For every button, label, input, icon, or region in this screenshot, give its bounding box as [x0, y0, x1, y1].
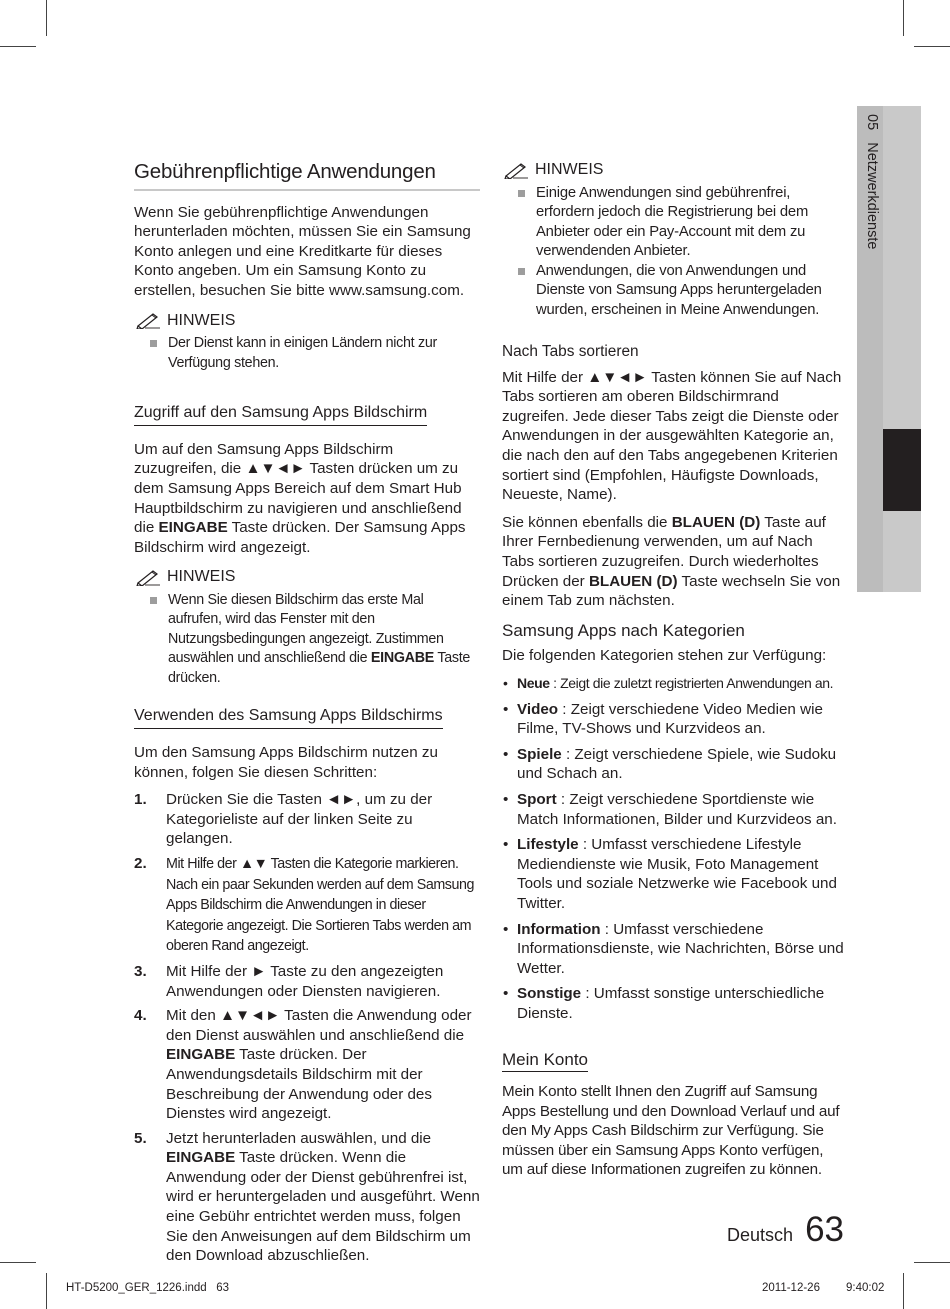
- category-desc: : Zeigt die zuletzt registrierten Anwendungen an.: [549, 675, 834, 691]
- steps-list: [134, 790, 480, 1266]
- note-list: [134, 334, 480, 373]
- bullet-icon: •: [503, 790, 509, 808]
- note-heading: [136, 311, 480, 331]
- step-text: Mit den ▲▼◄► Tasten die Anwendung oder den Dienst auswählen und anschließend die: [166, 1007, 472, 1044]
- subheading-usage: Verwenden des Samsung Apps Bildschirms: [134, 706, 443, 729]
- step-number: 3.: [134, 962, 147, 980]
- bullet-icon: •: [503, 836, 509, 854]
- crop-mark: [0, 1262, 36, 1263]
- step-number: 1.: [134, 791, 147, 809]
- category-desc: : Umfasst verschiedene Informationsdienste, wie Nachrichten, Börse und Wetter.: [517, 920, 844, 977]
- category-item: [502, 835, 847, 913]
- step-number: 5.: [134, 1129, 147, 1147]
- category-name: Sonstige: [517, 985, 582, 1003]
- bold-key: BLAUEN (D): [588, 572, 678, 590]
- section-name: Netzwerkdienste: [864, 142, 880, 250]
- note-item: [502, 262, 847, 321]
- crop-mark: [914, 1262, 950, 1263]
- slug-time: 9:40:02: [846, 1282, 885, 1294]
- step-text: Jetzt herunterladen auswählen, und die: [166, 1129, 432, 1147]
- categories-heading: Samsung Apps nach Kategorien: [502, 620, 745, 640]
- chapter-number: 05: [864, 114, 880, 131]
- categories-list: [502, 674, 847, 1024]
- note-item: [134, 334, 480, 373]
- square-bullet-icon: [518, 190, 525, 197]
- note-text: Einige Anwendungen sind gebührenfrei, erfordern jedoch die Registrierung bei dem Anbieter oder ein Pay-Account mit dem zu verwendenden Anbieter.: [536, 184, 809, 260]
- category-name: Lifestyle: [517, 836, 579, 854]
- intro-paragraph: Wenn Sie gebührenpflichtige Anwendungen herunterladen möchten, müssen Sie ein Samsung Konto anlegen und eine Kreditkarte für dieses Konto angeben. Um ein Samsung Konto zu erstellen, besuchen Sie bitte www.samsung.com.: [134, 203, 471, 299]
- step-text: Taste drücken. Der Anwendungsdetails Bildschirm mit der Beschreibung der Anwendung oder des Dienstes wird angezeigt.: [166, 1046, 432, 1123]
- note-item: [502, 184, 847, 262]
- page-number: 63: [805, 1210, 844, 1249]
- crop-mark: [914, 46, 950, 47]
- step-text: Taste drücken. Wenn die Anwendung oder der Dienst gebührenfrei ist, wird er heruntergeladen und ausgeführt. Wenn eine Gebühr entrichtet werden muss, folgen Sie den Anweisungen auf dem Bildschirm um den Download abzuschließen.: [166, 1149, 480, 1265]
- konto-paragraph: Mein Konto stellt Ihnen den Zugriff auf Samsung Apps Bestellung und den Download Verlauf und auf den My Apps Cash Bildschirm zur Verfügung. Sie müssen über ein Samsung Apps Konto verfügen, um auf diese Informationen zugreifen zu können.: [502, 1083, 840, 1179]
- tabs-paragraph-2: [502, 513, 847, 611]
- step-item: [134, 790, 480, 849]
- crop-mark: [46, 0, 47, 36]
- bold-key: EINGABE: [158, 519, 228, 537]
- text: Taste auf Ihrer Fernbedienung verwenden, um auf Nach Tabs sortieren zuzugreifen. Durch wiederholtes Drücken der: [502, 513, 826, 590]
- note-text: Der Dienst kann in einigen Ländern nicht zur Verfügung stehen.: [168, 335, 437, 371]
- right-column: [502, 158, 847, 1188]
- category-item: [502, 674, 847, 694]
- bold-key: BLAUEN (D): [671, 513, 761, 531]
- note-label: HINWEIS: [535, 161, 604, 178]
- bullet-icon: •: [503, 700, 509, 718]
- text: Taste wechseln Sie von einem Tab zum nächsten.: [502, 572, 841, 610]
- categories-intro: Die folgenden Kategorien stehen zur Verfügung:: [502, 647, 827, 665]
- note-text: Anwendungen, die von Anwendungen und Dienste von Samsung Apps heruntergeladen wurden, erscheinen in Meine Anwendungen.: [536, 262, 822, 318]
- note-list: [134, 591, 480, 689]
- category-item: [502, 745, 847, 784]
- note-label: HINWEIS: [167, 568, 236, 586]
- step-text: Mit Hilfe der ► Taste zu den angezeigten Anwendungen oder Diensten navigieren.: [166, 962, 444, 1000]
- crop-mark: [903, 0, 904, 36]
- konto-heading: Mein Konto: [502, 1050, 588, 1073]
- bullet-icon: •: [503, 745, 509, 763]
- bold-key: EINGABE: [166, 1149, 236, 1167]
- category-desc: : Zeigt verschiedene Video Medien wie Filme, TV-Shows und Kurzvideos an.: [517, 700, 823, 738]
- text: Taste drücken. Der Samsung Apps Bildschirm wird angezeigt.: [134, 519, 466, 556]
- sidebar-label: [857, 114, 883, 414]
- chapter-sidebar: [857, 106, 921, 592]
- pencil-note-icon: [136, 568, 162, 586]
- category-name: Video: [517, 700, 559, 718]
- sidebar-marker: [883, 429, 921, 511]
- step-item: [134, 1129, 480, 1266]
- step-item: [134, 854, 480, 957]
- crop-mark: [0, 46, 36, 47]
- note-text: Taste drücken.: [168, 650, 471, 686]
- category-item: [502, 920, 847, 979]
- language-label: Deutsch: [727, 1225, 794, 1245]
- category-item: [502, 700, 847, 739]
- tabs-paragraph: Mit Hilfe der ▲▼◄► Tasten können Sie auf Nach Tabs sortieren am oberen Bildschirmrand zugreifen. Jede dieser Tabs zeigt die Dienste oder Anwendungen in der ausgewählten Kategorie an, die nach den auf den Tabs angegebenen Kriterien sortiert sind (Empfohlen, Häufigste Downloads, Neueste, Name).: [502, 368, 842, 504]
- pencil-note-icon: [136, 311, 162, 329]
- step-item: [134, 1006, 480, 1124]
- bullet-icon: •: [503, 920, 509, 938]
- category-name: Sport: [517, 790, 557, 808]
- text: Sie können ebenfalls die: [502, 513, 672, 531]
- category-desc: : Zeigt verschiedene Sportdienste wie Match Informationen, Bilder und Kurzvideos an.: [517, 790, 837, 828]
- note-heading: [136, 567, 480, 587]
- step-item: [134, 962, 480, 1001]
- category-desc: : Umfasst verschiedene Lifestyle Mediendienste wie Musik, Foto Management Tools und soziale Netzwerke wie Facebook und Twitter.: [517, 836, 837, 912]
- category-name: Information: [517, 920, 601, 938]
- bullet-icon: •: [503, 985, 509, 1003]
- category-item: [502, 790, 847, 829]
- category-name: Spiele: [517, 745, 562, 763]
- note-list: [502, 184, 847, 321]
- category-desc: : Zeigt verschiedene Spiele, wie Sudoku und Schach an.: [517, 745, 837, 783]
- sidebar-chapter-text: [864, 114, 880, 249]
- bold-key: EINGABE: [166, 1046, 236, 1064]
- note-label: HINWEIS: [167, 311, 236, 329]
- subheading-access: Zugriff auf den Samsung Apps Bildschirm: [134, 403, 427, 426]
- access-paragraph: [134, 440, 480, 558]
- step-text: Mit Hilfe der ▲▼ Tasten die Kategorie markieren. Nach ein paar Sekunden werden auf dem Samsung Apps Bildschirm die Anwendungen in dieser Kategorie angezeigt. Die Sortieren Tabs werden am oberen Rand angezeigt.: [166, 855, 474, 955]
- category-item: [502, 984, 847, 1023]
- crop-mark: [46, 1273, 47, 1309]
- usage-intro: Um den Samsung Apps Bildschirm nutzen zu können, folgen Sie diesen Schritten:: [134, 744, 438, 781]
- page-title: Gebührenpflichtige Anwendungen: [134, 158, 480, 191]
- category-name: Neue: [517, 675, 550, 691]
- step-number: 4.: [134, 1007, 147, 1025]
- tabs-heading: Nach Tabs sortieren: [502, 343, 639, 361]
- page-footer: [727, 1210, 844, 1250]
- left-column: [134, 158, 480, 1271]
- category-desc: : Umfasst sonstige unterschiedliche Dienste.: [517, 985, 825, 1022]
- text: Um auf den Samsung Apps Bildschirm zuzugreifen, die ▲▼◄► Tasten drücken um zu dem Samsung Apps Bereich auf dem Smart Hub Hauptbildschirm zu navigieren und anschließend die: [134, 440, 462, 537]
- pencil-note-icon: [504, 161, 530, 179]
- crop-mark: [903, 1273, 904, 1309]
- note-item: [134, 591, 480, 689]
- sidebar-band: [883, 106, 921, 592]
- note-text: Wenn Sie diesen Bildschirm das erste Mal aufrufen, wird das Fenster mit den Nutzungsbedingungen angezeigt. Zustimmen auswählen und anschließend die: [168, 591, 444, 667]
- step-text: Drücken Sie die Tasten ◄►, um zu der Kategorieliste auf der linken Seite zu gelangen.: [166, 791, 433, 848]
- step-number: 2.: [134, 854, 147, 872]
- square-bullet-icon: [150, 340, 157, 347]
- slug-file: HT-D5200_GER_1226.indd 63: [66, 1282, 230, 1294]
- bold-key: EINGABE: [370, 650, 434, 667]
- square-bullet-icon: [150, 597, 157, 604]
- square-bullet-icon: [518, 268, 525, 275]
- slug-date: 2011-12-26: [762, 1282, 820, 1294]
- bullet-icon: •: [503, 675, 508, 691]
- note-heading: [504, 160, 847, 180]
